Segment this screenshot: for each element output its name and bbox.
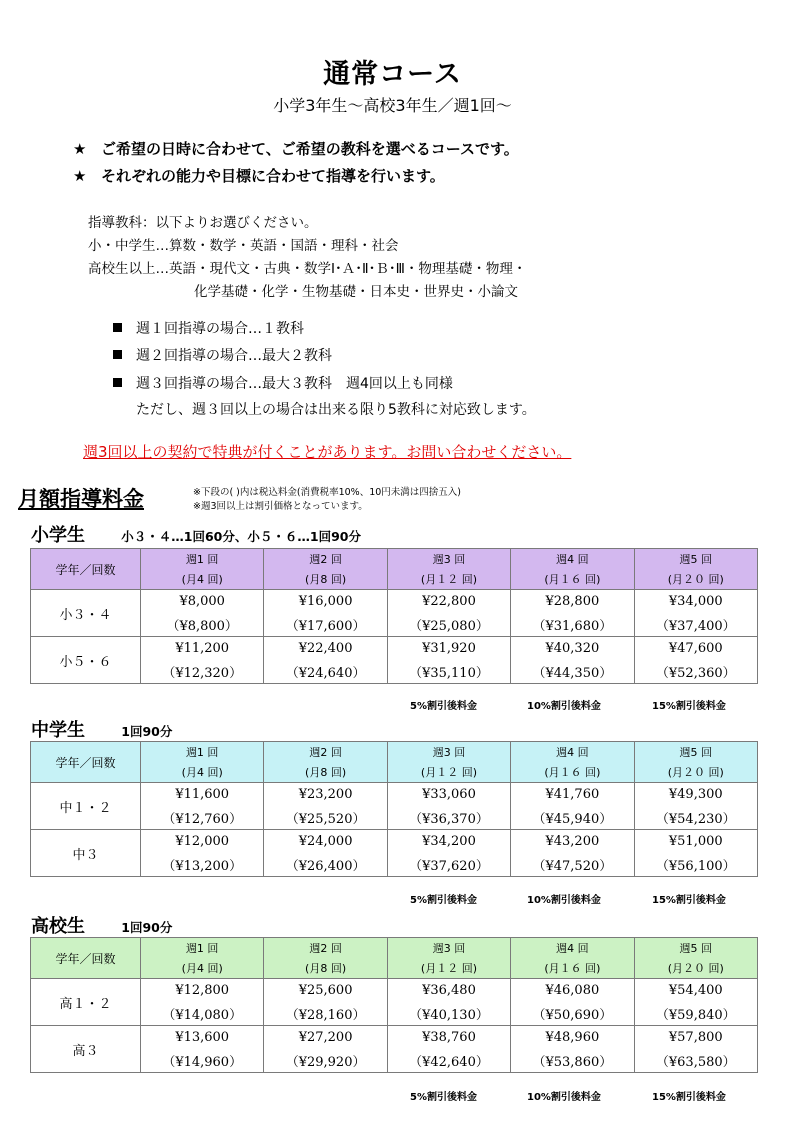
tax-price-cell: （¥56,100）: [634, 853, 757, 877]
header-label: 学年／回数: [31, 742, 141, 783]
discount-label: 5%割引後料金: [410, 1092, 477, 1103]
price-cell: ¥8,000: [141, 590, 264, 614]
tax-price-cell: （¥52,360）: [634, 660, 757, 684]
table-row: [31, 806, 758, 830]
star-icon: ★: [73, 167, 87, 185]
tax-price-cell: （¥14,080）: [141, 1002, 264, 1026]
section-title-elementary: [31, 521, 361, 547]
price-cell: ¥23,200: [264, 783, 387, 807]
price-cell: ¥27,200: [264, 1026, 387, 1050]
tax-price-cell: （¥36,370）: [387, 806, 510, 830]
price-table-elementary: [30, 548, 758, 684]
price-cell: ¥40,320: [511, 637, 634, 661]
header-months: (月8 回): [264, 762, 387, 783]
frequency-note: ただし、週３回以上の場合は出来る限り5教科に対応致します。: [136, 402, 536, 418]
price-cell: ¥34,200: [387, 830, 510, 854]
header-months: (月１２ 回): [387, 958, 510, 979]
tax-note: ※下段の( )内は税込料金(消費税率10%、10円未満は四捨五入): [193, 487, 462, 498]
square-bullet-icon: [113, 323, 122, 332]
page-subtitle: 小学3年生～高校3年生／週1回～: [273, 96, 512, 115]
tax-price-cell: （¥24,640）: [264, 660, 387, 684]
tax-price-cell: （¥14,960）: [141, 1049, 264, 1073]
header-months: (月4 回): [141, 958, 264, 979]
header-months: (月１６ 回): [511, 958, 634, 979]
header-months: (月２０ 回): [634, 569, 757, 590]
feature-item: [73, 138, 519, 159]
tax-price-cell: （¥44,350）: [511, 660, 634, 684]
tax-price-cell: （¥47,520）: [511, 853, 634, 877]
price-cell: ¥48,960: [511, 1026, 634, 1050]
header-months: (月4 回): [141, 569, 264, 590]
tax-price-cell: （¥42,640）: [387, 1049, 510, 1073]
monthly-heading: 月額指導料金: [18, 487, 144, 511]
header-weeks: 週3 回: [387, 742, 510, 763]
price-cell: ¥33,060: [387, 783, 510, 807]
frequency-item: [113, 345, 332, 365]
discount-label: 10%割引後料金: [527, 701, 601, 712]
header-months: (月8 回): [264, 958, 387, 979]
price-cell: ¥12,000: [141, 830, 264, 854]
page-title: 通常コース: [323, 59, 462, 90]
tax-price-cell: （¥53,860）: [511, 1049, 634, 1073]
frequency-text: 週３回指導の場合…最大３教科 週4回以上も同様: [136, 376, 453, 392]
tax-price-cell: （¥59,840）: [634, 1002, 757, 1026]
tax-price-cell: （¥8,800）: [141, 613, 264, 637]
table-row: [31, 1026, 758, 1050]
tax-price-cell: （¥40,130）: [387, 1002, 510, 1026]
table-header-row: [31, 742, 758, 763]
header-weeks: 週2 回: [264, 938, 387, 959]
subjects-intro: 指導教科：以下よりお選びください。: [88, 215, 318, 231]
section-duration: 1回90分: [121, 920, 173, 935]
grade-cell: 中３: [31, 830, 141, 877]
grade-cell: 高３: [31, 1026, 141, 1073]
frequency-item: [113, 318, 304, 338]
header-months: (月１６ 回): [511, 569, 634, 590]
tax-price-cell: （¥63,580）: [634, 1049, 757, 1073]
price-cell: ¥24,000: [264, 830, 387, 854]
table-row: [31, 783, 758, 807]
header-months: (月１２ 回): [387, 569, 510, 590]
price-cell: ¥49,300: [634, 783, 757, 807]
price-cell: ¥13,600: [141, 1026, 264, 1050]
frequency-text: 週１回指導の場合…１教科: [136, 321, 304, 337]
feature-text: ご希望の日時に合わせて、ご希望の教科を選べるコースです。: [101, 140, 519, 158]
price-table-high: [30, 937, 758, 1073]
price-cell: ¥43,200: [511, 830, 634, 854]
subjects-elementary: 小・中学生…算数・数学・英語・国語・理科・社会: [88, 238, 399, 254]
discount-label: 15%割引後料金: [652, 895, 726, 906]
tax-price-cell: （¥17,600）: [264, 613, 387, 637]
tax-price-cell: （¥37,400）: [634, 613, 757, 637]
price-cell: ¥28,800: [511, 590, 634, 614]
header-weeks: 週5 回: [634, 549, 757, 570]
header-weeks: 週4 回: [511, 549, 634, 570]
tax-price-cell: （¥25,080）: [387, 613, 510, 637]
tax-price-cell: （¥13,200）: [141, 853, 264, 877]
header-months: (月２０ 回): [634, 762, 757, 783]
section-name: 小学生: [31, 525, 85, 546]
header-months: (月8 回): [264, 569, 387, 590]
price-cell: ¥51,000: [634, 830, 757, 854]
section-name: 高校生: [31, 916, 85, 937]
tax-price-cell: （¥28,160）: [264, 1002, 387, 1026]
grade-cell: 小５・６: [31, 637, 141, 684]
table-header-row: [31, 549, 758, 570]
table-row: [31, 830, 758, 854]
header-weeks: 週2 回: [264, 742, 387, 763]
discount-label: 10%割引後料金: [527, 1092, 601, 1103]
table-header-row: [31, 569, 758, 590]
discount-label: 15%割引後料金: [652, 701, 726, 712]
price-cell: ¥12,800: [141, 979, 264, 1003]
grade-cell: 小３・４: [31, 590, 141, 637]
price-cell: ¥54,400: [634, 979, 757, 1003]
table-row: [31, 637, 758, 661]
header-weeks: 週5 回: [634, 938, 757, 959]
header-label: 学年／回数: [31, 549, 141, 590]
price-cell: ¥47,600: [634, 637, 757, 661]
discount-label: 15%割引後料金: [652, 1092, 726, 1103]
header-months: (月１２ 回): [387, 762, 510, 783]
header-months: (月１６ 回): [511, 762, 634, 783]
grade-cell: 高１・２: [31, 979, 141, 1026]
tax-price-cell: （¥54,230）: [634, 806, 757, 830]
header-weeks: 週1 回: [141, 549, 264, 570]
section-duration: 1回90分: [121, 724, 173, 739]
price-cell: ¥11,600: [141, 783, 264, 807]
discount-label: 10%割引後料金: [527, 895, 601, 906]
tax-price-cell: （¥37,620）: [387, 853, 510, 877]
section-title-junior: [31, 716, 172, 742]
tax-price-cell: （¥25,520）: [264, 806, 387, 830]
price-cell: ¥41,760: [511, 783, 634, 807]
header-label: 学年／回数: [31, 938, 141, 979]
price-cell: ¥22,800: [387, 590, 510, 614]
price-cell: ¥38,760: [387, 1026, 510, 1050]
header-weeks: 週2 回: [264, 549, 387, 570]
tax-price-cell: （¥35,110）: [387, 660, 510, 684]
header-weeks: 週1 回: [141, 742, 264, 763]
table-header-row: [31, 958, 758, 979]
table-header-row: [31, 938, 758, 959]
square-bullet-icon: [113, 378, 122, 387]
table-row: [31, 613, 758, 637]
grade-cell: 中１・２: [31, 783, 141, 830]
header-weeks: 週4 回: [511, 938, 634, 959]
table-row: [31, 590, 758, 614]
price-cell: ¥46,080: [511, 979, 634, 1003]
header-weeks: 週5 回: [634, 742, 757, 763]
subjects-high-cont: 化学基礎・化学・生物基礎・日本史・世界史・小論文: [194, 284, 518, 300]
table-row: [31, 853, 758, 877]
tax-price-cell: （¥26,400）: [264, 853, 387, 877]
discount-label: 5%割引後料金: [410, 895, 477, 906]
price-cell: ¥34,000: [634, 590, 757, 614]
price-table-junior: [30, 741, 758, 877]
tax-price-cell: （¥31,680）: [511, 613, 634, 637]
header-weeks: 週4 回: [511, 742, 634, 763]
price-cell: ¥11,200: [141, 637, 264, 661]
header-weeks: 週3 回: [387, 938, 510, 959]
tax-price-cell: （¥29,920）: [264, 1049, 387, 1073]
feature-item: [73, 165, 445, 186]
feature-text: それぞれの能力や目標に合わせて指導を行います。: [101, 167, 445, 185]
discount-label: 5%割引後料金: [410, 701, 477, 712]
tax-price-cell: （¥45,940）: [511, 806, 634, 830]
square-bullet-icon: [113, 350, 122, 359]
header-months: (月２０ 回): [634, 958, 757, 979]
price-cell: ¥16,000: [264, 590, 387, 614]
frequency-text: 週２回指導の場合…最大２教科: [136, 348, 332, 364]
tax-price-cell: （¥12,320）: [141, 660, 264, 684]
section-title-high: [31, 912, 172, 938]
subjects-high: 高校生以上…英語・現代文・古典・数学Ⅰ･Ａ･Ⅱ･Ｂ･Ⅲ・物理基礎・物理・: [88, 261, 527, 277]
table-row: [31, 979, 758, 1003]
section-duration: 小３・４…1回60分、小５・６…1回90分: [121, 529, 361, 544]
header-weeks: 週1 回: [141, 938, 264, 959]
header-months: (月4 回): [141, 762, 264, 783]
price-cell: ¥36,480: [387, 979, 510, 1003]
price-cell: ¥22,400: [264, 637, 387, 661]
tax-price-cell: （¥12,760）: [141, 806, 264, 830]
price-cell: ¥25,600: [264, 979, 387, 1003]
price-cell: ¥57,800: [634, 1026, 757, 1050]
table-row: [31, 660, 758, 684]
table-row: [31, 1002, 758, 1026]
tax-price-cell: （¥50,690）: [511, 1002, 634, 1026]
frequency-item: [113, 373, 453, 393]
table-header-row: [31, 762, 758, 783]
price-cell: ¥31,920: [387, 637, 510, 661]
star-icon: ★: [73, 140, 87, 158]
header-weeks: 週3 回: [387, 549, 510, 570]
promo-note: 週3回以上の契約で特典が付くことがあります。お問い合わせください。: [83, 443, 572, 461]
section-name: 中学生: [31, 720, 85, 741]
discount-note: ※週3回以上は割引価格となっています。: [193, 501, 368, 512]
table-row: [31, 1049, 758, 1073]
